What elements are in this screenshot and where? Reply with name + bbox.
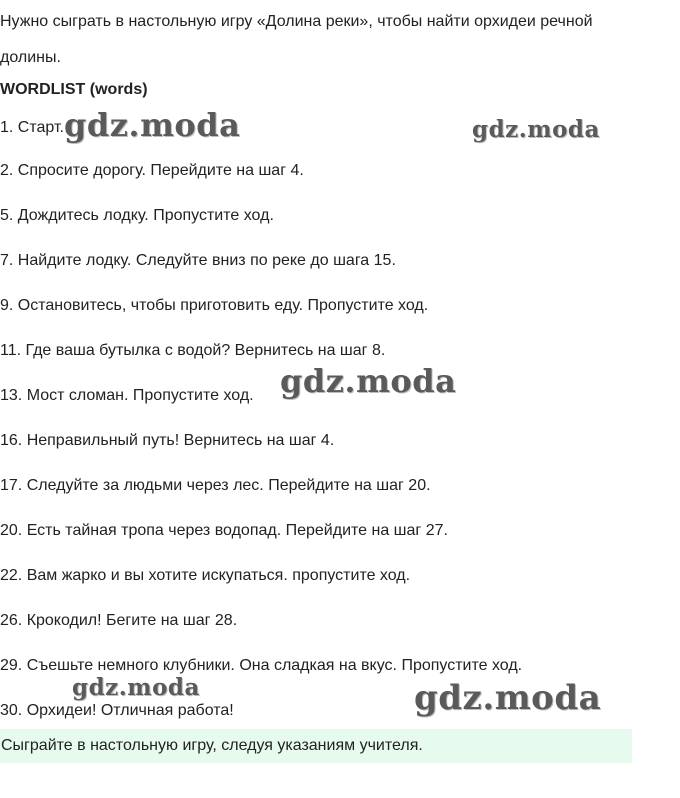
wordlist-heading: WORDLIST (words) (0, 81, 148, 98)
step-5: 5. Дождитесь лодку. Пропустите ход. (0, 207, 274, 224)
watermark: gdz.moda (72, 674, 200, 701)
step-30: 30. Орхидеи! Отличная работа! (0, 702, 234, 719)
watermark: gdz.moda (414, 678, 602, 718)
intro-text: Нужно сыграть в настольную игру «Долина реки», чтобы найти орхидеи речной долины. (0, 13, 593, 66)
watermark: gdz.moda (64, 106, 241, 144)
step-20: 20. Есть тайная тропа через водопад. Перейдите на шаг 27. (0, 522, 448, 539)
watermark: gdz.moda (280, 362, 457, 400)
watermark: gdz.moda (472, 116, 600, 143)
step-9: 9. Остановитесь, чтобы приготовить еду. Пропустите ход. (0, 297, 429, 314)
step-7: 7. Найдите лодку. Следуйте вниз по реке до шага 15. (0, 252, 396, 269)
step-11: 11. Где ваша бутылка с водой? Вернитесь на шаг 8. (0, 342, 386, 359)
step-16: 16. Неправильный путь! Вернитесь на шаг 4. (0, 432, 335, 449)
teacher-note: Сыграйте в настольную игру, следуя указаниям учителя. (0, 729, 632, 763)
step-29: 29. Съешьте немного клубники. Она сладкая на вкус. Пропустите ход. (0, 657, 523, 674)
step-2: 2. Спросите дорогу. Перейдите на шаг 4. (0, 162, 304, 179)
step-26: 26. Крокодил! Бегите на шаг 28. (0, 612, 238, 629)
step-13: 13. Мост сломан. Пропустите ход. (0, 387, 254, 404)
step-17: 17. Следуйте за людьми через лес. Перейдите на шаг 20. (0, 477, 431, 494)
step-1: 1. Старт. (0, 119, 64, 136)
step-22: 22. Вам жарко и вы хотите искупаться. пропустите ход. (0, 567, 411, 584)
